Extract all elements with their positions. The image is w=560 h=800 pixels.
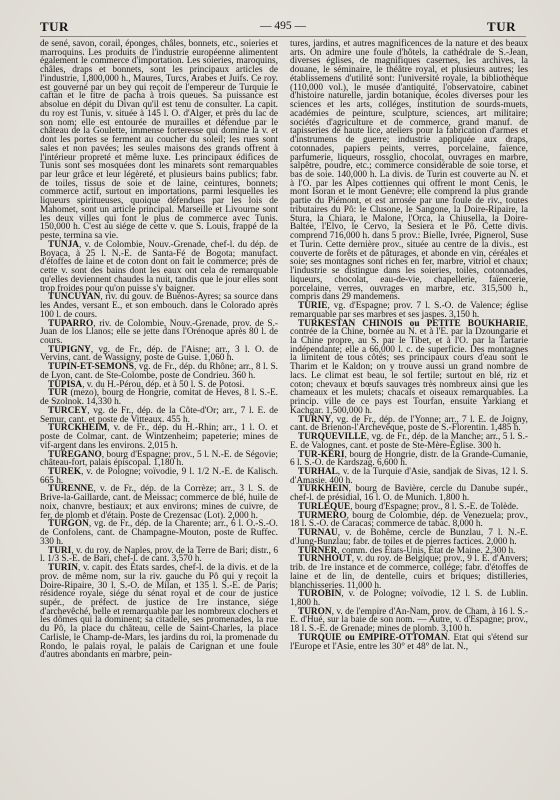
entry-text: , v. de l'empire d'An-Nam, prov. de Cham, à 16 l. S.-E. d'Hué, sur la baie de son nom. — Autre, v. d'Espagne; prov., 18 l. S.-E. de Grenade; mines de plomb. 3,100 h. bbox=[290, 606, 528, 635]
entry-text: , v. de Fr., dép. de la Corrèze; arr., 3 l. S. de Brive-la-Gaillarde, cant. de Meissac; commerce de blé, huile de noix, chanvre, bestiaux; et aux environs; mines de cuivre, de fer, de plomb et d'étain. Poste de Crezensac (Lot). 2,000 h. bbox=[40, 484, 278, 521]
dictionary-entry bbox=[40, 424, 278, 450]
entry-headword: TURIE bbox=[298, 301, 328, 312]
dictionary-entry bbox=[290, 416, 528, 433]
dictionary-entry bbox=[290, 529, 528, 546]
entry-text: (mezo), bourg de Hongrie, comitat de Heves, 8 l. S.-E. de Szolnok. 14,330 h. bbox=[40, 388, 278, 408]
dictionary-entry bbox=[290, 608, 528, 634]
dictionary-entry bbox=[40, 564, 278, 660]
entry-text: , vg. d'Espagne; prov. 7 l. S.-O. de Valence; église remarquable par ses marbres et ses jaspes. 3,150 h. bbox=[290, 301, 528, 320]
entry-text: , v. du H.-Pérou, dép. et à 50 l. S. de Potosi. bbox=[82, 379, 245, 390]
entry-headword: TURI bbox=[48, 545, 72, 556]
entry-headword: TUPIN-ET-SEMONS bbox=[48, 362, 134, 373]
entry-headword: TURIN bbox=[48, 563, 78, 574]
entry-text: , v. du roy. de Belgique; prov., 9 l. E. d'Anvers; trib. de 1re instance et de commerce, collége; fabr. d'étoffes de laine et de lin, de dentelle, cuirs et briques; distilleries, blanchisseries. 11,000 h. bbox=[290, 554, 528, 591]
entry-text: , vg. de Fr., dép. du Rhône; arr., 8 l. S. de Lyon, cant. de Ste-Colombe, poste de Condrieu. 360 h. bbox=[40, 362, 278, 381]
entry-headword: TUR bbox=[48, 388, 68, 399]
dictionary-entry bbox=[290, 433, 528, 450]
entry-text: , contrée de la Chine, bornée au N. et à l'E. par la Dzoungarie et la Chine propre, au S. par le Tibet, et à l'O. par la Tartarie indépendante; elle a 66,000 l. c. de superficie. Des montagnes la limitent de tous côtés; ses principaux cours d'eau sont le Tharim et le Kaldon; on y trouve aussi un grand nombre de lacs. Le climat est beau, le sol fertile; surtout en blé, riz et coton; chevaux et bœufs sauvages très nombreux ainsi que les chameaux et les mulets; chacals et oiseaux remarquables. La princip. ville de ce pays est Tourfan, ensuite Yarkiang et Kachgar. 1,500,000 h. bbox=[290, 318, 528, 416]
dictionary-entry bbox=[40, 468, 278, 485]
entry-text: , vg. de Fr., dép. de l'Yonne; arr., 7 l. E. de Joigny, cant. de Brienon-l'Archevêque, poste de S.-Florentin. 1,485 h. bbox=[290, 414, 528, 434]
dictionary-entry bbox=[40, 520, 278, 546]
header-rule bbox=[40, 36, 526, 37]
entry-text: , v. de Pologne; voïvodie, 12 l. S. de Lublin. 1,800 h. bbox=[290, 589, 528, 608]
continued-text bbox=[290, 40, 528, 302]
entry-text: , vg. de Fr., dép. de la Côte-d'Or; arr., 7 l. E. de Semur, cant. et poste de Vitteaux. 455 h. bbox=[40, 405, 278, 425]
entry-headword: TUREGANO bbox=[48, 449, 102, 460]
entry-text: de sené, savon, corail, éponges, châles, bonnets, etc., soieries et marroquins. Les produits de l'industrie européenne alimentent également le commerce d'importation. Les soieries, maroquins, châles, draps et bonnets, sont les principaux articles de l'industrie, 1,800,000 h., Maures, Turcs, Arabes et Juifs. Ce roy. est gouverné par un bey qui reçoit de l'empereur de Turquie le caftan et le titre de pacha à trois queues. Sa puissance est absolue en dépit du Divan qu'il est tenu de consulter. La capit. du roy est Tunis, v. située à 145 l. O. d'Alger, et près du lac de son nom; elle est entourée de murailles et défendue par le château de la Goulette, immense forteresse qui domine la v. et dont les portes se ferment au coucher du soleil; les rues sont sales et non pavées; les seules maisons des grands offrent à l'intérieur propreté et même luxe. Les principaux édifices de Tunis sont ses mosquées dont les minarets sont remarquables par leur grâce et leur légèreté, et plusieurs bains publics; fabr. de toiles, tissus de soie et de laine, ceintures, bonnets; commerce actif, surtout en importations, parmi lesquelles les liqueurs spiritueuses, quoique défendues par les lois de Mahomet, sont un article principal. Marseille et Livourne sont les deux villes qui font le plus de commerce avec Tunis. 150,000 h. C'est au siége de cette v. que S. Louis, frappé de la peste, termina sa vie. bbox=[40, 39, 278, 242]
dictionary-entry bbox=[290, 468, 528, 485]
entry-text: , bourg de Hongrie, distr. de la Grande-Cumanie, 6 l. S.-O. de Kardszag. 6,600 h. bbox=[290, 449, 528, 469]
dictionary-entry bbox=[40, 320, 278, 346]
entry-headword: TUREK bbox=[48, 466, 82, 477]
dictionary-entry bbox=[290, 320, 528, 416]
entry-text: , vg. de Fr., dép. de la Manche; arr., 5 l. S.-E. de Valognes, cant. et poste de Ste-Mère-Église. 300 h. bbox=[290, 432, 528, 451]
dictionary-entry bbox=[290, 451, 528, 468]
entry-headword: TURQUIE ou EMPIRE-OTTOMAN bbox=[298, 632, 448, 643]
entry-text: , v. du roy. de Naples, prov. de la Terre de Bari; distr., 6 l. 1/3 S.-E. de Bari, chef-l. de cant. 3,570 h. bbox=[40, 545, 278, 565]
entry-text: , bourg de Bavière, cercle du Danube supér., chef-l. de présidial, 16 l. O. de Munich. 1,800 h. bbox=[290, 484, 528, 504]
entry-text: , bourg d'Espagne; prov., 5 l. N.-E. de Ségovie; château-fort, palais épiscopal. 1,180 h. bbox=[40, 449, 278, 469]
entry-headword: TUNJA bbox=[48, 239, 79, 250]
entry-headword: TURKHEIN bbox=[298, 484, 349, 495]
entry-headword: TURCKHEIM bbox=[48, 423, 108, 434]
entry-headword: TURENNE bbox=[48, 484, 94, 495]
entry-text: , vg. de Fr., dép. de l'Aisne; arr., 3 l. O. de Vervins, cant. de Wassigny, poste de Guise. 1,060 h. bbox=[40, 344, 278, 364]
entry-headword: TUPIGNY bbox=[48, 344, 91, 355]
entry-text: , v. de la Turquie d'Asie, sandjak de Sivas, 12 l. S. d'Amasie. 400 h. bbox=[290, 466, 528, 486]
entry-headword: TUNCUYAN bbox=[48, 292, 101, 303]
dictionary-entry bbox=[290, 302, 528, 319]
entry-headword: TURNER bbox=[298, 545, 338, 556]
dictionary-entry bbox=[40, 485, 278, 520]
text-columns bbox=[40, 40, 528, 660]
dictionary-entry bbox=[290, 634, 528, 651]
entry-headword: TUROBIN bbox=[298, 589, 342, 600]
continued-text bbox=[40, 40, 278, 241]
dictionary-entry bbox=[290, 485, 528, 502]
dictionary-entry bbox=[40, 293, 278, 319]
dictionary-entry bbox=[290, 590, 528, 607]
entry-text: , bourg d'Espagne; prov., 8 l. S.-E. de Tolède. bbox=[350, 501, 519, 512]
entry-headword: TUPARRO bbox=[48, 318, 94, 329]
left-column bbox=[40, 40, 278, 660]
entry-text: , comm. des États-Unis, État de Maine. 2,300 h. bbox=[337, 545, 516, 556]
header-left-guide-word: TUR bbox=[40, 19, 69, 34]
entry-text: , riv. de Colombie, Nouv.-Grenade, prov. de S.-Juan de los Llanos; elle se jette dans l'Orénoque après 80 l. de cours. bbox=[40, 318, 278, 346]
dictionary-entry bbox=[40, 547, 278, 564]
dictionary-entry bbox=[40, 346, 278, 363]
dictionary-entry bbox=[290, 512, 528, 529]
right-column bbox=[290, 40, 528, 651]
entry-headword: TURCEY bbox=[48, 405, 88, 416]
entry-headword: TURNAU bbox=[298, 528, 338, 539]
entry-text: , v. capit. des États sardes, chef-l. de la divis. et de la prov. de même nom, sur la riv. gauche du Pô qui y reçoit la Doire-Ripaire, 30 l. S.-O. de Milan, et 135 l. S.-E. de Paris; résidence royale, siége du sénat royal et de cour de justice supér., de préfect. de justice de 1re instance, siége d'archevêché, belle et remarquable par les nombreux clochers et les dômes qui la dominent; sa citadelle, ses promenades, la rue du Pô, la place du château, celle de Saint-Charles, la place Carlisle, le Champ-de-Mars, les jardins du roi, la promenade du Rondo, le palais royal, le palais de Carignan et une foule d'autres abondants en marbre, pein- bbox=[40, 563, 278, 661]
entry-text: , v. de Pologne; voïvodie, 9 l. 1/2 N.-E. de Kalisch. 665 h. bbox=[40, 466, 278, 486]
dictionary-entry bbox=[40, 241, 278, 293]
header-right-guide-word: TUR bbox=[487, 19, 516, 34]
entry-headword: TURQUEVILLE bbox=[298, 432, 367, 443]
entry-text: , vg. de Fr., dép. de la Charente; arr., 6 l. O.-S.-O. de Confolens, cant. de Champagne-Mouton, poste de Ruffec. 330 h. bbox=[40, 519, 278, 547]
entry-headword: TUPISA bbox=[48, 379, 83, 390]
entry-headword: TURGON bbox=[48, 519, 89, 530]
running-header bbox=[40, 19, 526, 35]
dictionary-entry bbox=[40, 407, 278, 424]
dictionary-entry bbox=[40, 389, 278, 406]
entry-headword: TURKESTAN CHINOIS ou PETITE BOUKHARIE bbox=[298, 318, 526, 329]
entry-text: , v. de Colombie, Nouv.-Grenade, chef-l. du dép. de Boyaca, à 25 l. N.-E. de Santa-Fé de Bogota; manufact. d'étoffes de laine et de coton dont on fait le commerce; près de cette v. sont des bains dont les eaux ont cela de remarquable qu'elles deviennent chaudes la nuit, tandis que le jour elles sont trop froides pour qu'on puisse s'y baigner. bbox=[40, 239, 278, 294]
entry-headword: TURLEQUE bbox=[298, 501, 351, 512]
entry-text: tures, jardins, et autres magnificences de la nature et des beaux arts. On admire une foule d'hôtels, la cathédrale de S.-Jean, diverses églises, de magnifiques casernes, les archives, la douane, le séminaire, le théâtre royal, et plusieurs autres; les établissemens d'utilité sont: l'université royale, la bibliothèque (110,000 vol.), le musée d'antiquité, l'observatoire, cabinet d'histoire naturelle, jardin botanique, écoles diverses pour les sciences et les arts, colléges, institution de sourds-muets, académies de peinture, sculpture, sciences, art militaire; sociétés d'agriculture et de commerce, grand manuf. de tapisseries de haute lice, ateliers pour la fabrication d'armes et d'instrumens de guerre; industrie appliquée aux draps, cotonnades, papiers peints, verres, porcelaine, faïence, parfumerie, liqueurs, rossglio, chocolat, ouvrages en marbre, salpêtre, poudre, etc.; commerce considérable de soie torse, et bas de soie. 140,000 h. La divis. de Turin est couverte au N. et à l'O. par les Alpes cottiennes qui offrent le mont Cenis, le mont Isoran et le mont Genèvre; elle comprend la plus grande partie du Piémont, et est arrosée par une foule de riv., toutes tributaires du Pô: le Clusone, le Sangone, la Doire-Ripaire, la Stura, la Chiara, le Malone, l'Orca, la Chiusella, la Doire-Baltée, l'Elvo, le Cervo, la Sesiera et le Pô. Cette divis. comprend 716,000 h. dans 5 prov.: Bielle, Ivrée, Pignerol, Suse et Turin. Cette dernière prov., située au centre de la divis., est couverte de forêts et de pâturages, et abonde en vin, céréales et soie; ses montagnes sont riches en fer, marbre, vitriol et chaux; l'industrie se distingue dans les soieries, toiles, cotonnades, liqueurs, chocolat, eau-de-vie, chapellerie, faïencerie, porcelaine, verres, ouvrages en marbre, etc. 315,500 h., compris dans 29 mandemens. bbox=[290, 39, 528, 303]
entry-headword: TURNHOUT bbox=[298, 554, 352, 565]
dictionary-entry bbox=[40, 451, 278, 468]
entry-text: , v. de Fr., dép. du H.-Rhin; arr., 1 l. O. et poste de Colmar, cant. de Wintzenheim; papeterie; mines de vif-argent dans les environs. 2,015 h. bbox=[40, 423, 278, 451]
entry-headword: TURNY bbox=[298, 414, 332, 425]
entry-text: , v. de Bohême, cercle de Bunzlau, 7 l. N.-E. d'Jung-Bunzlau; fabr. de toiles et de pierres factices. 2,000 h. bbox=[290, 528, 528, 547]
entry-headword: TURON bbox=[298, 606, 332, 617]
dictionary-entry bbox=[40, 363, 278, 380]
entry-text: . Etat qui s'étend sur l'Europe et l'Asie, entre les 30° et 48° de lat. N., bbox=[290, 632, 528, 652]
dictionary-entry bbox=[290, 555, 528, 590]
entry-text: , riv. du gouv. de Buénos-Ayres; sa source dans les Andes, versant E., et son embouch. dans le Colorado après 100 l. de cours. bbox=[40, 292, 278, 320]
entry-headword: TURMERO bbox=[298, 510, 347, 521]
entry-headword: TURHAL bbox=[298, 466, 338, 477]
entry-text: , bourg de Colombie, dép. de Venezuela; prov., 18 l. S.-O. de Caracas; commerce de tabac. 8,000 h. bbox=[290, 510, 528, 530]
page-number: — 495 — bbox=[260, 20, 306, 32]
entry-headword: TUR-KERI bbox=[298, 449, 345, 460]
